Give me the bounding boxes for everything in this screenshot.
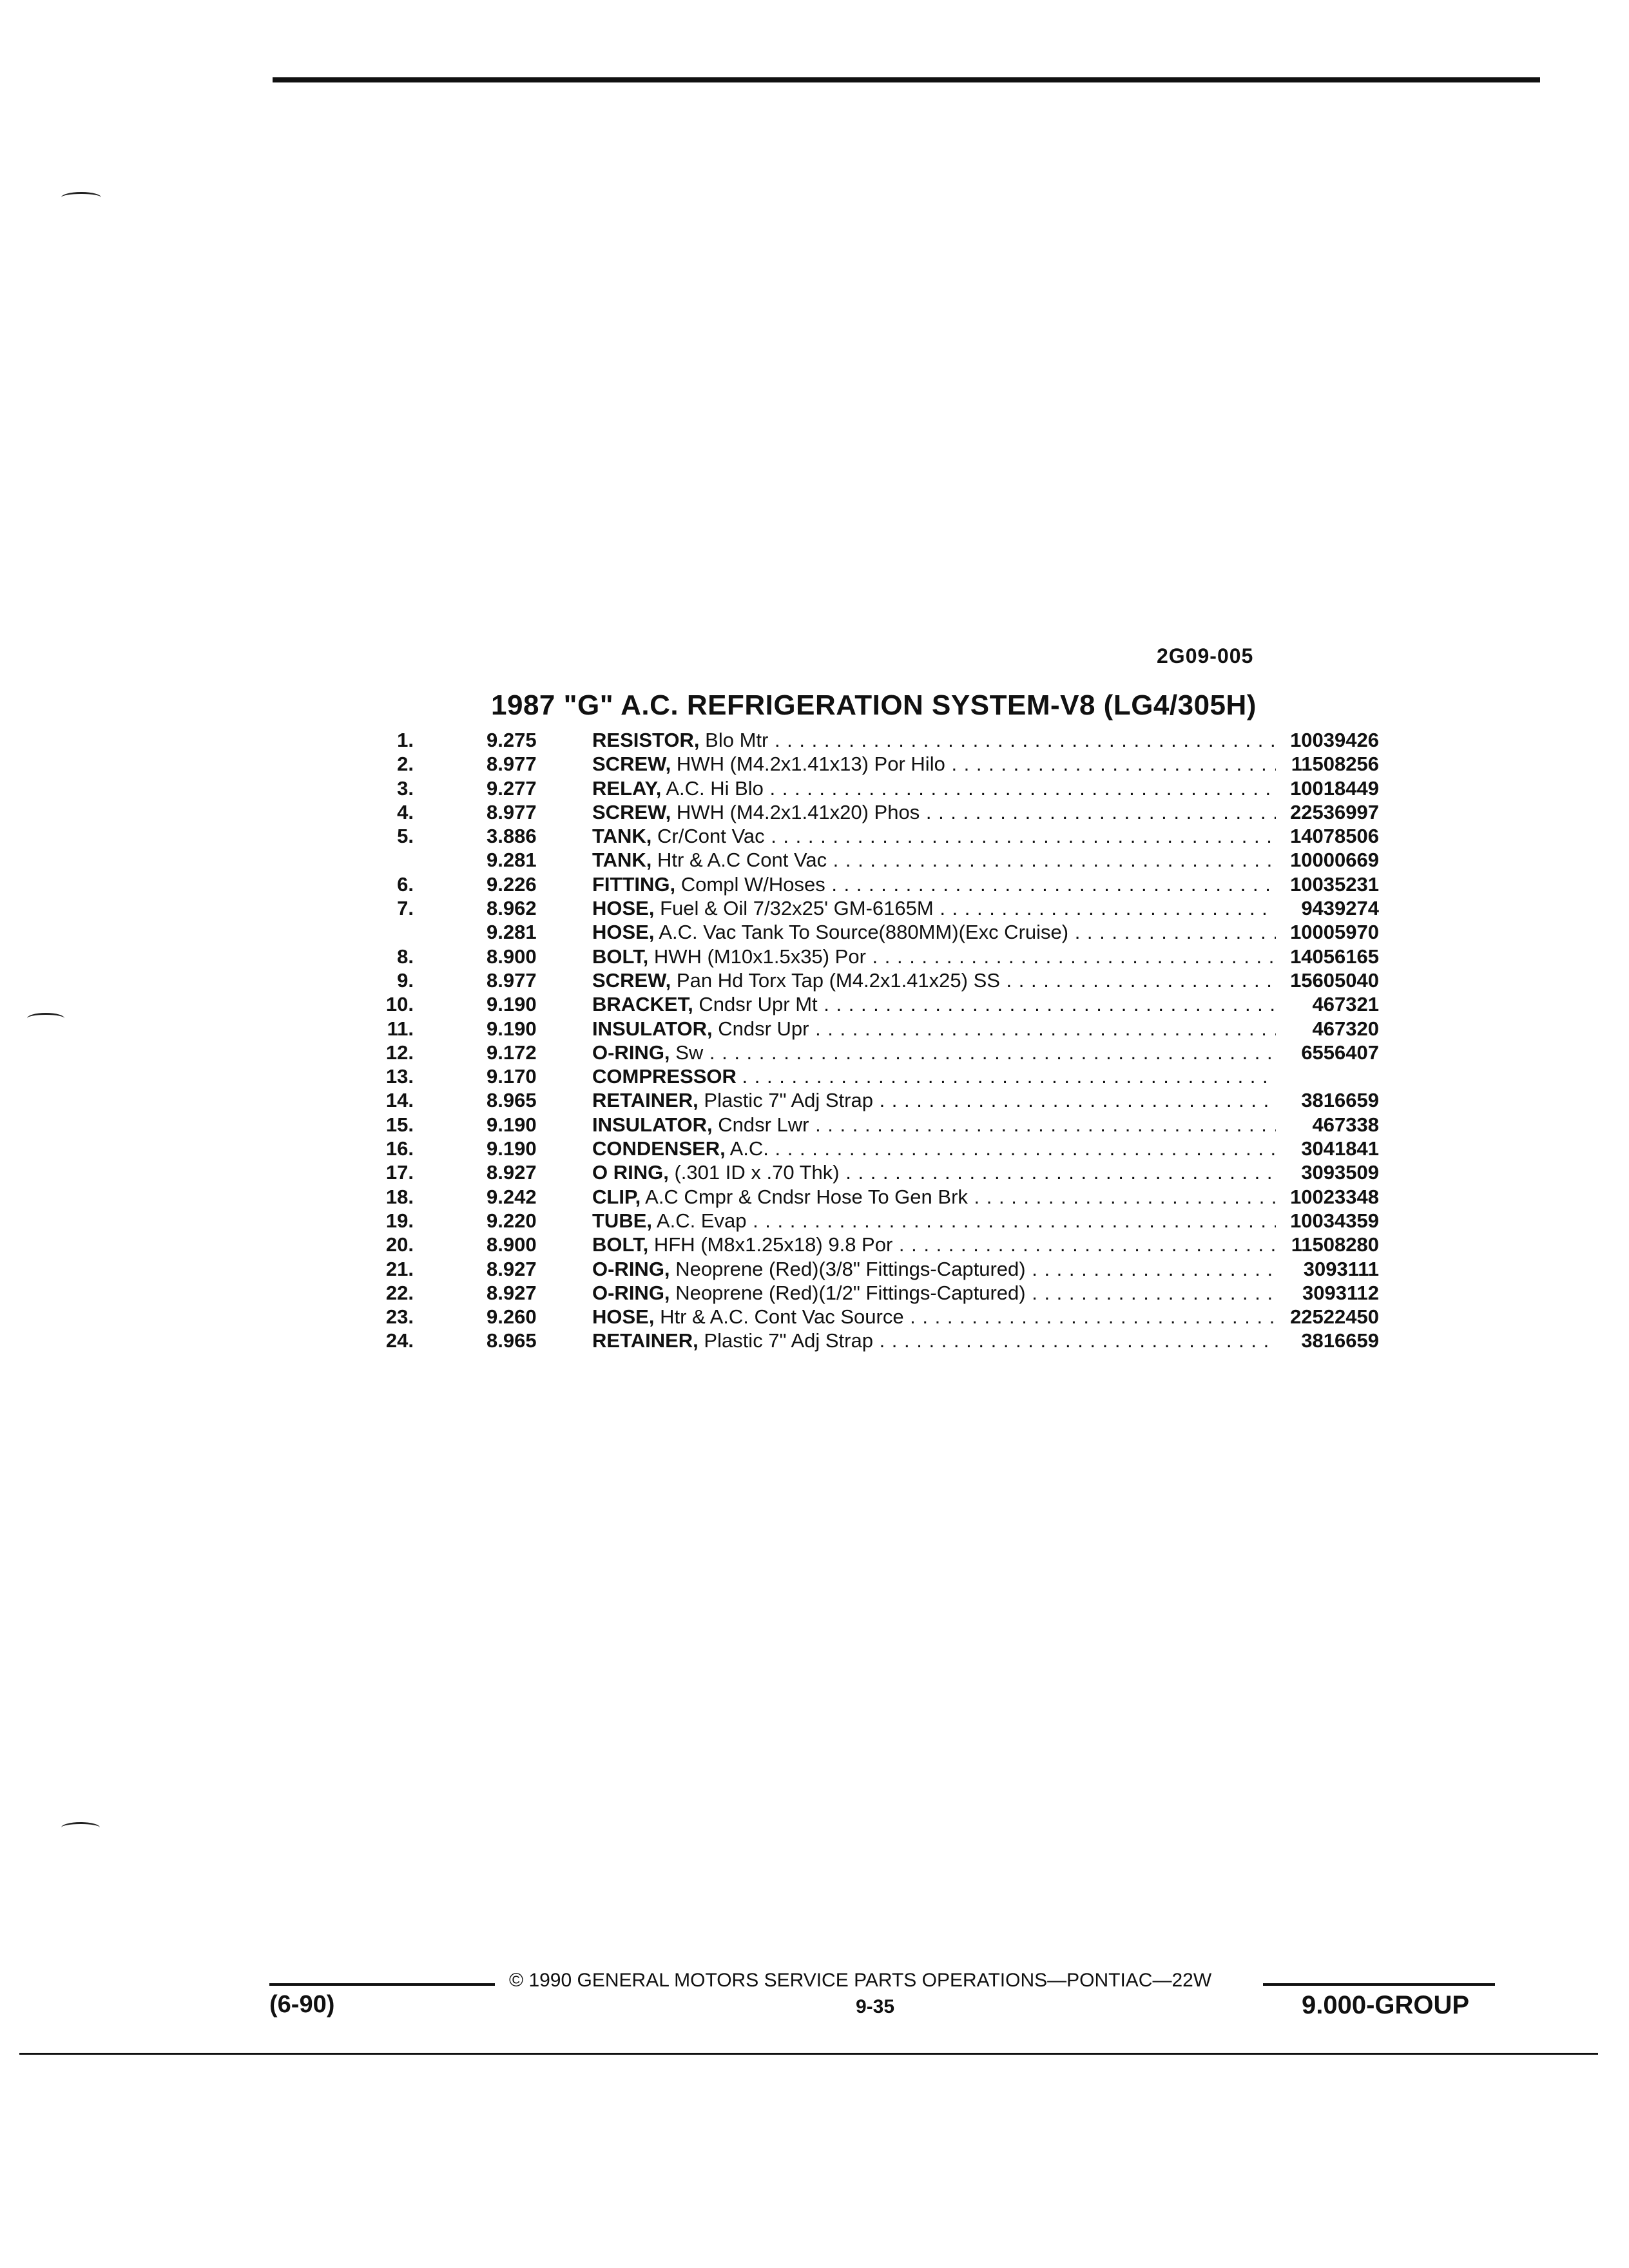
ref-number: 17. [385, 1161, 414, 1184]
parts-row [361, 920, 1379, 944]
bottom-rule [19, 2053, 1598, 2055]
part-name: O RING, [592, 1161, 669, 1184]
part-description [592, 824, 1276, 848]
ref-number: 4. [397, 800, 414, 823]
group-number: 9.277 [487, 776, 537, 800]
group-number: 9.172 [487, 1041, 537, 1064]
parts-row [361, 848, 1379, 872]
part-number: 467320 [1306, 1017, 1379, 1041]
part-detail: (.301 ID x .70 Thk) [674, 1161, 840, 1184]
part-number: 3093111 [1297, 1257, 1379, 1281]
part-name: O-RING, [592, 1257, 670, 1280]
parts-row [361, 824, 1379, 848]
part-name: SCREW, [592, 753, 671, 776]
part-name: HOSE, [592, 1305, 655, 1329]
footer-copyright: © 1990 GENERAL MOTORS SERVICE PARTS OPERATIONS—PONTIAC—22W [509, 1970, 1212, 1991]
part-detail: Plastic 7" Adj Strap [704, 1329, 873, 1352]
group-number: 8.962 [487, 897, 537, 920]
part-detail: Neoprene (Red)(1/2" Fittings-Captured) [675, 1281, 1026, 1304]
part-detail: HWH (M4.2x1.41x20) Phos [676, 800, 920, 823]
group-number: 8.977 [487, 800, 537, 823]
parts-row [361, 1041, 1379, 1064]
group-number: 9.190 [487, 1137, 537, 1160]
ref-number: 1. [397, 729, 414, 751]
ref-number: 5. [397, 825, 414, 848]
parts-row [361, 896, 1379, 920]
group-number: 8.927 [487, 1161, 537, 1184]
part-number: 467338 [1306, 1113, 1379, 1137]
parts-row [361, 1088, 1379, 1112]
group-number: 9.242 [487, 1185, 537, 1208]
part-number: 10023348 [1284, 1185, 1379, 1209]
ref-number: 14. [385, 1089, 414, 1112]
part-detail: HFH (M8x1.25x18) 9.8 Por [653, 1233, 893, 1256]
part-description [592, 920, 1276, 944]
group-number: 8.900 [487, 1233, 537, 1256]
part-number: 10034359 [1284, 1209, 1379, 1233]
parts-row [361, 1017, 1379, 1041]
part-name: SCREW, [592, 968, 671, 992]
part-number: 6556407 [1295, 1041, 1379, 1064]
part-detail: A.C. [729, 1137, 769, 1160]
part-detail: A.C. Vac Tank To Source(880MM)(Exc Cruise) [659, 921, 1069, 944]
part-detail: HWH (M10x1.5x35) Por [653, 945, 866, 968]
part-detail: Cndsr Upr Mt [699, 993, 818, 1016]
parts-row [361, 1137, 1379, 1160]
figure-id: 2G09-005 [1157, 644, 1254, 668]
part-name: TANK, [592, 825, 652, 848]
ref-number: 18. [385, 1185, 414, 1208]
footer-rule-right [1263, 1983, 1495, 1986]
part-number: 15605040 [1284, 968, 1379, 992]
group-number: 8.977 [487, 753, 537, 776]
part-name: RETAINER, [592, 1089, 699, 1112]
group-number: 9.220 [487, 1209, 537, 1232]
footer-rule-left [269, 1983, 495, 1986]
part-description [592, 776, 1276, 800]
part-description [592, 896, 1276, 920]
part-detail: Plastic 7" Adj Strap [704, 1089, 873, 1112]
part-name: RESISTOR, [592, 729, 700, 751]
part-description [592, 728, 1276, 752]
part-number: 3041841 [1295, 1137, 1379, 1160]
group-number: 9.170 [487, 1065, 537, 1088]
page-number: 9-35 [856, 1996, 895, 2017]
page-title: 1987 "G" A.C. REFRIGERATION SYSTEM-V8 (LG4/305H) [491, 689, 1257, 721]
part-description [592, 1257, 1276, 1281]
ref-number: 19. [385, 1209, 414, 1232]
parts-row [361, 1160, 1379, 1184]
footer-group: 9.000-GROUP [1302, 1991, 1470, 2019]
part-name: HOSE, [592, 897, 655, 920]
ref-number: 9. [397, 968, 414, 992]
part-number: 10035231 [1284, 872, 1379, 896]
part-name: COMPRESSOR [592, 1065, 737, 1088]
ref-number: 21. [385, 1257, 414, 1280]
part-description [592, 1185, 1276, 1209]
parts-row [361, 1113, 1379, 1137]
group-number: 8.977 [487, 968, 537, 992]
part-name: INSULATOR, [592, 1017, 713, 1040]
group-number: 8.927 [487, 1257, 537, 1280]
footer-date: (6-90) [269, 1991, 335, 2018]
ref-number: 12. [385, 1041, 414, 1064]
part-number: 9439274 [1295, 896, 1379, 920]
group-number: 9.275 [487, 729, 537, 751]
parts-row [361, 992, 1379, 1016]
part-description [592, 1064, 1276, 1088]
group-number: 9.226 [487, 872, 537, 896]
margin-mark [61, 1822, 100, 1833]
ref-number: 16. [385, 1137, 414, 1160]
part-detail: HWH (M4.2x1.41x13) Por Hilo [676, 753, 945, 776]
part-number: 10000669 [1284, 848, 1379, 872]
part-number: 3816659 [1295, 1329, 1379, 1352]
part-description [592, 1041, 1276, 1064]
ref-number: 8. [397, 945, 414, 968]
parts-row [361, 728, 1379, 752]
group-number: 8.900 [487, 945, 537, 968]
part-description [592, 968, 1276, 992]
part-description [592, 945, 1276, 968]
ref-number: 2. [397, 753, 414, 776]
part-description [592, 1209, 1276, 1233]
part-number: 3093112 [1296, 1281, 1379, 1305]
part-description [592, 1088, 1276, 1112]
part-description [592, 1233, 1276, 1256]
group-number: 3.886 [487, 825, 537, 848]
part-description [592, 1160, 1276, 1184]
parts-row [361, 1257, 1379, 1281]
part-description [592, 1137, 1276, 1160]
part-name: O-RING, [592, 1041, 670, 1064]
part-name: TANK, [592, 849, 652, 872]
ref-number: 20. [385, 1233, 414, 1256]
part-detail: Pan Hd Torx Tap (M4.2x1.41x25) SS [676, 968, 1000, 992]
part-number: 3093509 [1295, 1160, 1379, 1184]
parts-row [361, 1209, 1379, 1233]
part-number: 10005970 [1284, 920, 1379, 944]
parts-row [361, 872, 1379, 896]
parts-list [361, 728, 1379, 1353]
part-detail: Htr & A.C Cont Vac [657, 849, 827, 872]
ref-number: 22. [385, 1281, 414, 1304]
part-name: O-RING, [592, 1281, 670, 1304]
part-detail: A.C. Evap [656, 1209, 747, 1232]
part-description [592, 848, 1276, 872]
part-detail: Cr/Cont Vac [657, 825, 765, 848]
part-number: 11508280 [1285, 1233, 1379, 1256]
ref-number: 23. [385, 1305, 414, 1329]
part-name: RETAINER, [592, 1329, 699, 1352]
ref-number: 15. [385, 1113, 414, 1136]
part-detail: Htr & A.C. Cont Vac Source [660, 1305, 904, 1329]
group-number: 9.190 [487, 993, 537, 1016]
parts-row [361, 1329, 1379, 1352]
parts-row [361, 1064, 1379, 1088]
parts-row [361, 800, 1379, 824]
part-description [592, 752, 1276, 776]
part-name: CLIP, [592, 1185, 641, 1208]
ref-number: 11. [387, 1017, 414, 1040]
ref-number: 24. [385, 1329, 414, 1352]
part-detail: Compl W/Hoses [680, 872, 825, 896]
part-name: BOLT, [592, 1233, 649, 1256]
part-description [592, 800, 1276, 824]
part-description [592, 1017, 1276, 1041]
group-number: 9.260 [487, 1305, 537, 1329]
part-description [592, 872, 1276, 896]
part-description [592, 1329, 1276, 1352]
part-description [592, 1113, 1276, 1137]
group-number: 9.281 [487, 849, 537, 872]
part-detail: Cndsr Lwr [718, 1113, 809, 1136]
ref-number: 6. [397, 872, 414, 896]
part-number: 3816659 [1295, 1088, 1379, 1112]
part-number: 22522450 [1284, 1305, 1379, 1329]
parts-row [361, 1185, 1379, 1209]
part-detail: Sw [675, 1041, 704, 1064]
part-name: INSULATOR, [592, 1113, 713, 1136]
parts-row [361, 1305, 1379, 1329]
part-number: 10018449 [1284, 776, 1379, 800]
part-number: 467321 [1306, 992, 1379, 1016]
margin-mark [61, 192, 101, 203]
ref-number: 3. [397, 776, 414, 800]
margin-mark [27, 1013, 64, 1024]
group-number: 8.965 [487, 1329, 537, 1352]
parts-row [361, 1281, 1379, 1305]
part-detail: Fuel & Oil 7/32x25' GM-6165M [660, 897, 934, 920]
part-name: HOSE, [592, 921, 655, 944]
part-name: RELAY, [592, 776, 662, 800]
part-detail: Cndsr Upr [718, 1017, 809, 1040]
part-detail: Blo Mtr [705, 729, 769, 751]
top-rule [273, 77, 1540, 82]
part-name: BRACKET, [592, 993, 693, 1016]
part-name: CONDENSER, [592, 1137, 726, 1160]
group-number: 8.927 [487, 1281, 537, 1304]
part-detail: A.C. Hi Blo [666, 776, 764, 800]
part-description [592, 992, 1276, 1016]
parts-row [361, 968, 1379, 992]
part-number: 14056165 [1284, 945, 1379, 968]
part-number: 14078506 [1284, 824, 1379, 848]
ref-number: 13. [385, 1065, 414, 1088]
parts-row [361, 752, 1379, 776]
part-name: SCREW, [592, 800, 671, 823]
part-name: TUBE, [592, 1209, 652, 1232]
part-name: BOLT, [592, 945, 649, 968]
parts-row [361, 1233, 1379, 1256]
ref-number: 7. [397, 897, 414, 920]
group-number: 8.965 [487, 1089, 537, 1112]
ref-number: 10. [385, 993, 414, 1016]
part-number: 22536997 [1284, 800, 1379, 824]
group-number: 9.281 [487, 921, 537, 944]
parts-row [361, 776, 1379, 800]
part-detail: A.C Cmpr & Cndsr Hose To Gen Brk [645, 1185, 968, 1208]
part-number: 11508256 [1285, 752, 1379, 776]
part-number: 10039426 [1284, 728, 1379, 752]
group-number: 9.190 [487, 1113, 537, 1136]
group-number: 9.190 [487, 1017, 537, 1040]
part-name: FITTING, [592, 872, 676, 896]
parts-row [361, 945, 1379, 968]
part-description [592, 1281, 1276, 1305]
part-description [592, 1305, 1276, 1329]
part-detail: Neoprene (Red)(3/8" Fittings-Captured) [675, 1257, 1026, 1280]
